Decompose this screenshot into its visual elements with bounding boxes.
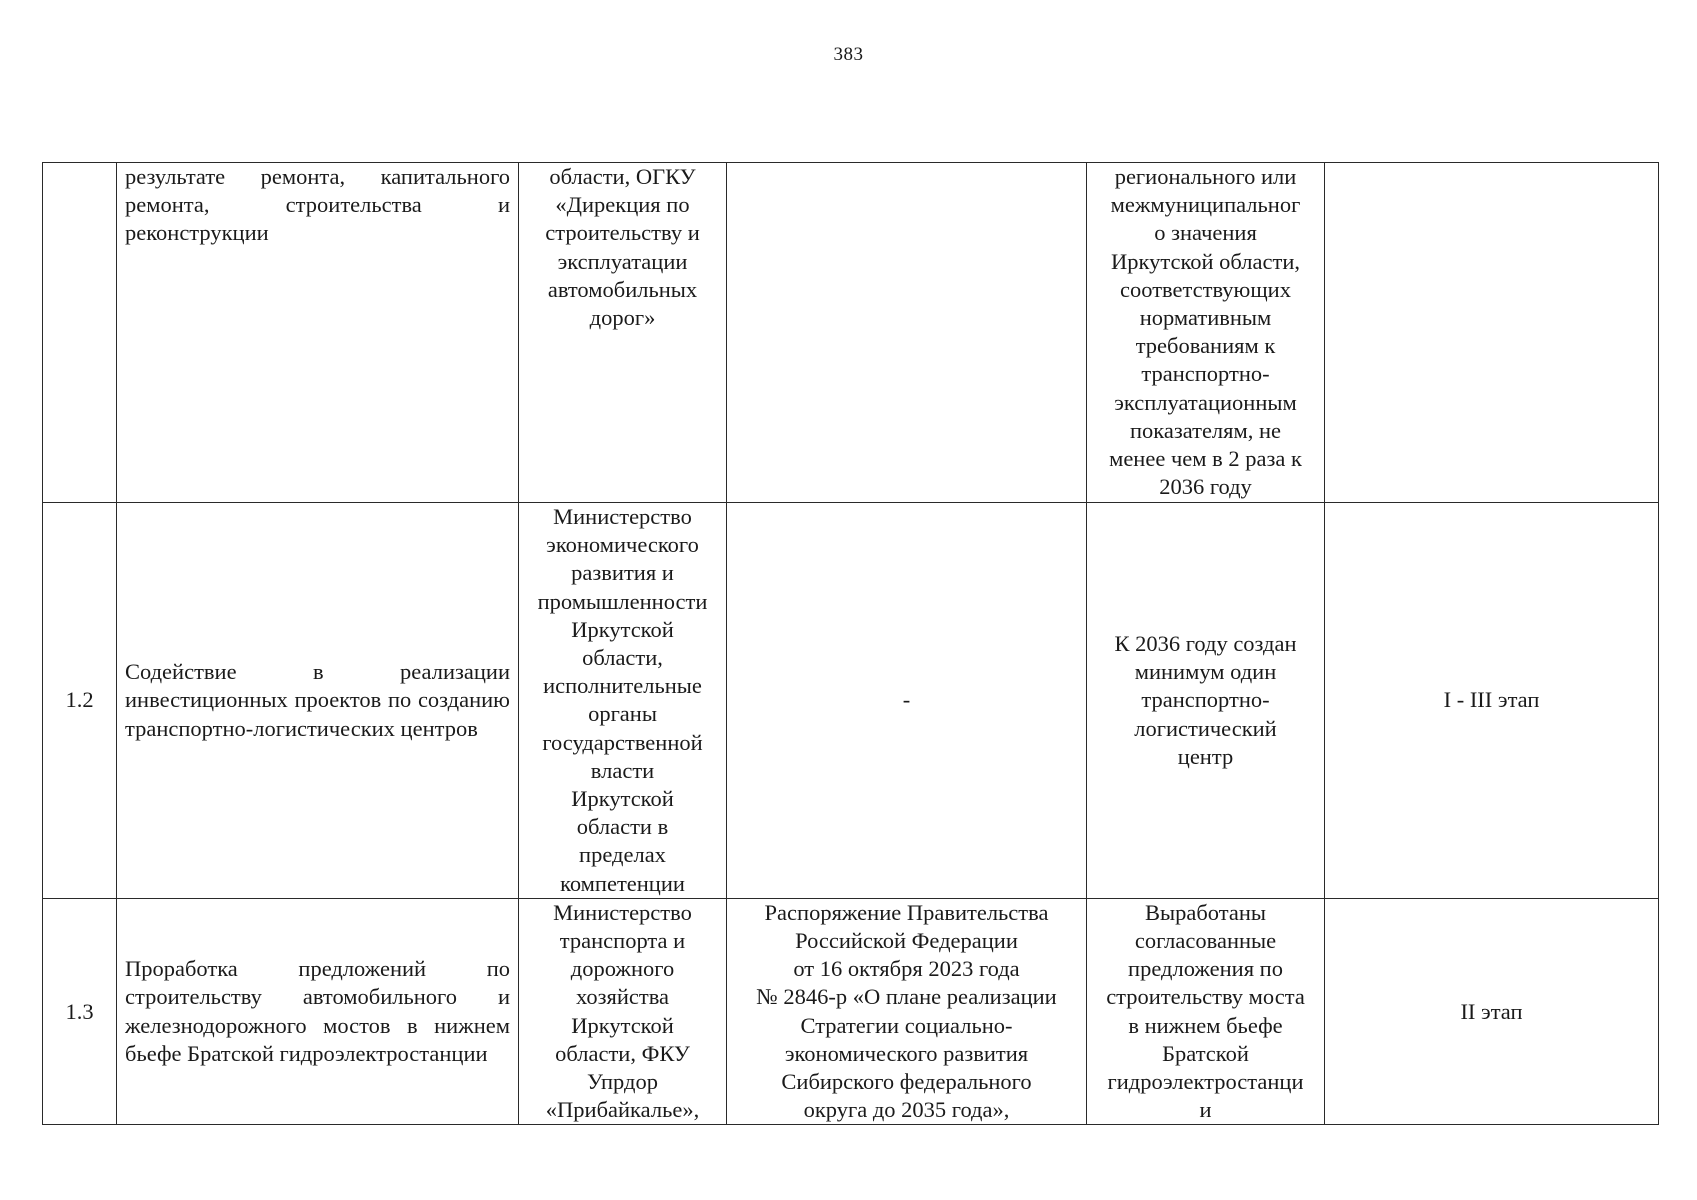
document-cell [727, 163, 1087, 503]
executor-cell: Министерство экономического развития и промышленности Иркутской области, исполнительные органы государственной власти Иркутской области в пределах компетенции [519, 503, 727, 899]
table-row [43, 898, 1659, 1125]
row-number-cell [43, 163, 117, 503]
stage-cell: II этап [1325, 898, 1659, 1125]
measures-table [42, 162, 1659, 1125]
measure-name-cell [117, 503, 519, 899]
executor-cell: Министерство транспорта и дорожного хозяйства Иркутской области, ФКУ Упрдор «Прибайкалье», [519, 898, 727, 1125]
row-number-cell: 1.3 [43, 898, 117, 1125]
result-cell: регионального или межмуниципальног о значения Иркутской области, соответствующих нормативным требованиям к транспортно- эксплуатационным показателям, не менее чем в 2 раза к 2036 году [1087, 163, 1325, 503]
stage-cell [1325, 163, 1659, 503]
result-cell: Выработаны согласованные предложения по строительству моста в нижнем бьефе Братской гидроэлектростанци и [1087, 898, 1325, 1125]
table-row [43, 503, 1659, 899]
stage-cell: I - III этап [1325, 503, 1659, 899]
document-cell: Распоряжение Правительства Российской Федерации от 16 октября 2023 года № 2846-р «О плане реализации Стратегии социально- экономического развития Сибирского федерального округа до 2035 года», [727, 898, 1087, 1125]
table-row [43, 163, 1659, 503]
measure-name-cell [117, 163, 519, 503]
measure-name-cell [117, 898, 519, 1125]
measure-name-text: результате ремонта, капитального ремонта, строительства и реконструкции [125, 164, 510, 246]
row-number-cell: 1.2 [43, 503, 117, 899]
result-cell: К 2036 году создан минимум один транспортно- логистический центр [1087, 503, 1325, 899]
executor-cell: области, ОГКУ «Дирекция по строительству и эксплуатации автомобильных дорог» [519, 163, 727, 503]
measure-name-text: Проработка предложений по строительству автомобильного и железнодорожного мостов в нижнем бьефе Братской гидроэлектростанции [125, 956, 510, 1066]
document-cell: - [727, 503, 1087, 899]
page-number: 383 [833, 44, 864, 65]
measure-name-text: Содействие в реализации инвестиционных проектов по созданию транспортно-логистических центров [125, 659, 510, 741]
